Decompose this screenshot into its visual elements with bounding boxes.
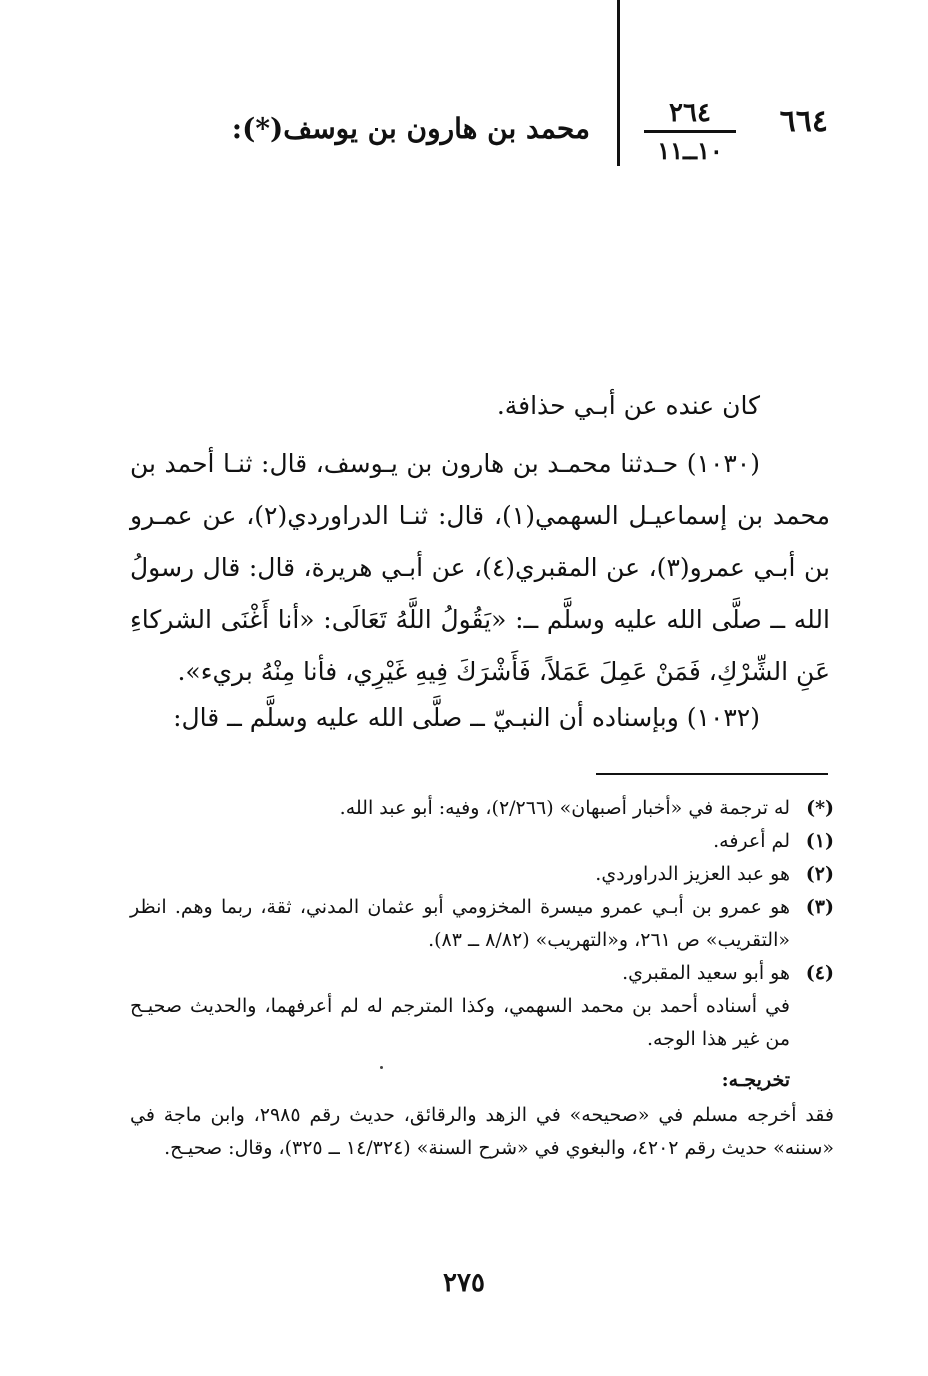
entry-fraction <box>640 98 740 165</box>
footnote-separator <box>596 773 828 775</box>
footnote-marker: (٣) <box>805 896 834 918</box>
footnote-1 <box>130 825 834 858</box>
intro-line: كان عنده عن أبـي حذافة. <box>496 391 760 420</box>
footnote-text: لم أعرفه. <box>713 830 790 852</box>
hadith-1030: (١٠٣٠) حـدثنا محمـد بن هارون بن يـوسف، قال: ثنـا أحمد بن محمد بن إسماعيـل السهمي(١)، قال: ثنـا الدراوردي(٢)، عن عمـرو بن أبـي عمرو(٣)، عن المقبري(٤)، عن أبـي هريرة، قال: قال رسولُ الله ــ صلَّى الله عليه وسلَّم ــ: «يَقُولُ اللَّهُ تَعَالَى: «أنا أَغْنَى الشركاءِ عَنِ الشِّرْكِ، فَمَنْ عَمِلَ عَمَلاً، فَأَشْرَكَ فِيهِ غَيْرِي، فأنا مِنْهُ بريء». <box>130 449 830 686</box>
fraction-bottom: ١٠ــ١١ <box>657 136 723 165</box>
footnote-marker: (*) <box>806 797 834 819</box>
page-number: ٢٧٥ <box>443 1268 485 1298</box>
footnote-extra: في أسناده أحمد بن محمد السهمي، وكذا المترجم له لم أعرفهما، والحديث صحيـح من غير هذا الوجه. <box>130 995 790 1050</box>
footnote-3 <box>130 891 834 957</box>
fraction-top: ٢٦٤ <box>669 98 711 128</box>
footnote-2 <box>130 858 834 891</box>
hadith-1032: (١٠٣٢) وبإسناده أن النبـيّ ــ صلَّى الله عليه وسلَّم ــ قال: <box>173 703 760 732</box>
footnote-text: هو عمرو بن أبـي عمرو ميسرة المخزومي أبو عثمان المدني، ثقة، ربما وهم. انظر «التقريب» ص ٢٦١، و«التهريب» (٨/٨٢ ــ ٨٣). <box>130 896 791 951</box>
footnote-star <box>130 792 834 825</box>
stray-dot <box>380 1066 383 1069</box>
footnote-text: له ترجمة في «أخبار أصبهان» (٢/٢٦٦)، وفيه: أبو عبد الله. <box>339 797 790 819</box>
header-vertical-rule <box>617 0 620 166</box>
takhrij-heading: تخريجـه: <box>721 1069 790 1091</box>
footnote-text: هو عبد العزيز الدراوردي. <box>595 863 790 885</box>
entry-number: ٦٦٤ <box>779 104 828 139</box>
footnote-marker: (٢) <box>805 863 834 885</box>
takhrij-text: فقد أخرجه مسلم في «صحيحه» في الزهد والرقائق، حديث رقم ٢٩٨٥، وابن ماجة في «سننه» حديث رقم ٤٢٠٢، والبغوي في «شرح السنة» (١٤/٣٢٤ ــ ٣٢٥)، وقال: صحيـح. <box>130 1104 834 1159</box>
footnotes <box>130 792 834 1165</box>
footnote-4 <box>130 957 834 990</box>
footnote-marker: (١) <box>805 830 834 852</box>
entry-title: محمد بن هارون بن يوسف(*): <box>231 112 590 145</box>
footnote-text: هو أبو سعيد المقبري. <box>622 962 790 984</box>
footnote-marker: (٤) <box>805 962 834 984</box>
fraction-bar <box>644 130 736 133</box>
